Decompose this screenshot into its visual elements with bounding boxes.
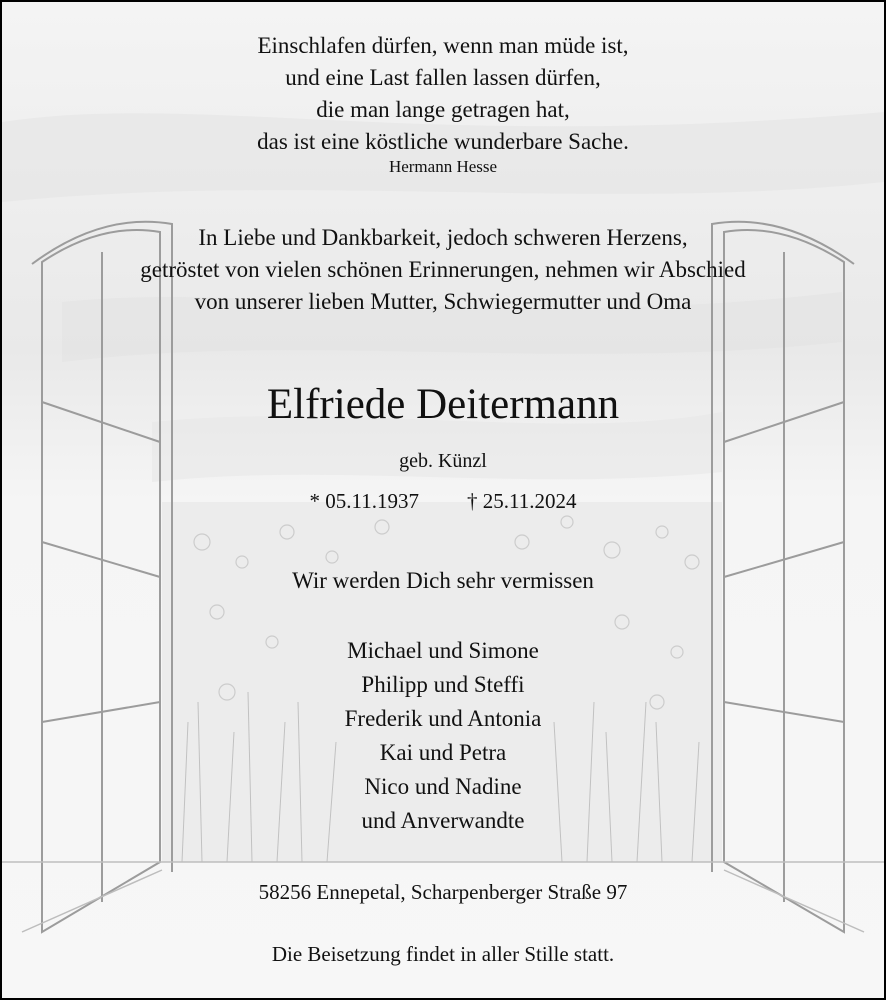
address: 58256 Ennepetal, Scharpenberger Straße 97 — [258, 880, 628, 904]
intro-line: In Liebe und Dankbarkeit, jedoch schweren Herzens, — [198, 225, 688, 250]
poem-author: Hermann Hesse — [388, 157, 498, 176]
family-member: Nico und Nadine — [364, 774, 522, 799]
family-member: und Anverwandte — [361, 808, 525, 833]
life-dates — [2, 489, 884, 514]
poem-line: die man lange getragen hat, — [316, 97, 570, 122]
funeral-note: Die Beisetzung findet in aller Stille statt. — [271, 942, 615, 966]
death-date: † 25.11.2024 — [467, 489, 577, 513]
birth-date: * 05.11.1937 — [309, 489, 419, 513]
intro-text — [2, 222, 884, 318]
family-member: Michael und Simone — [347, 638, 539, 663]
poem — [2, 30, 884, 158]
family-member: Kai und Petra — [379, 740, 507, 765]
family-member: Frederik und Antonia — [344, 706, 542, 731]
intro-line: getröstet von vielen schönen Erinnerungen, nehmen wir Abschied — [140, 257, 746, 282]
poem-line: Einschlafen dürfen, wenn man müde ist, — [257, 33, 629, 58]
maiden-name: geb. Künzl — [399, 450, 487, 472]
poem-line: und eine Last fallen lassen dürfen, — [285, 65, 601, 90]
intro-line: von unserer lieben Mutter, Schwiegermutter und Oma — [194, 289, 692, 314]
closing-line: Wir werden Dich sehr vermissen — [292, 568, 594, 593]
poem-line: das ist eine köstliche wunderbare Sache. — [257, 129, 629, 154]
family-member: Philipp und Steffi — [361, 672, 525, 697]
family-list — [2, 634, 884, 838]
deceased-name: Elfriede Deitermann — [266, 381, 620, 428]
